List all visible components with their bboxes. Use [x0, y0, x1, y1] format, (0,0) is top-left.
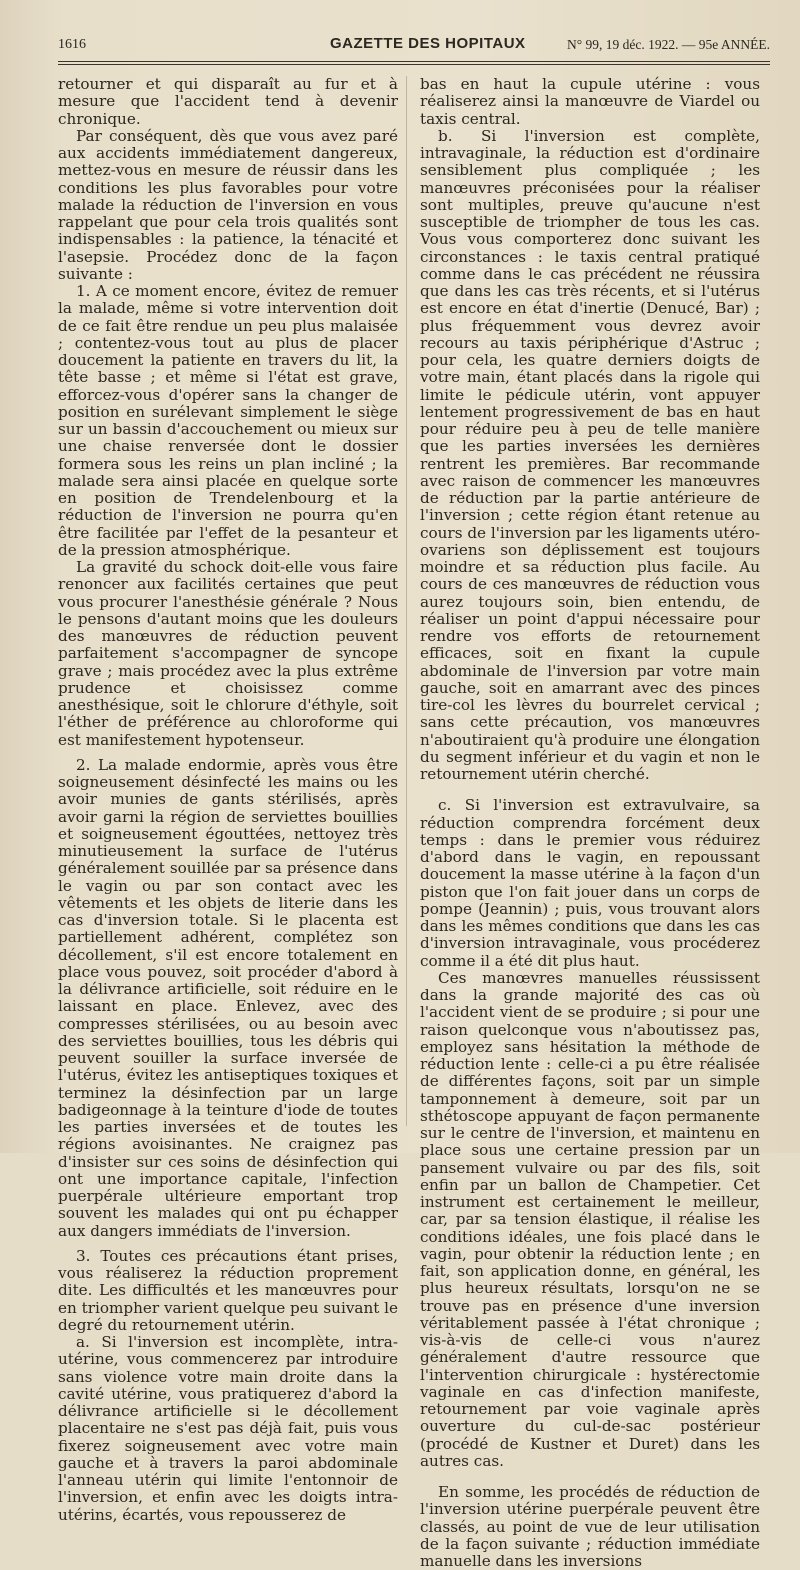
header-rule-bottom: [58, 64, 770, 65]
paragraph: Ces manœvres manuelles réussissent dans la grande majorité des cas où l'accident vient de se produire ; si pour une raison quelconque vous n'aboutissez pas, employez sans hésitation la méthode de réduction lente : celle-ci a pu être réalisée de différentes façons, soit par un simple tamponnement à demeure, soit par un sthétoscope appuyant de façon permanente sur le centre de l'inversion, et maintenu en place sous une certaine pression par un pansement vulvaire ou par des fils, soit enfin par un ballon de Champetier. Cet instrument est certainement le meilleur, car, par sa tension élastique, il réalise les conditions idéales, une fois placé dans le vagin, pour obtenir la réduction lente ; en fait, son application donne, en général, les plus heureux résultats, lorsqu'on ne se trouve pas en présence d'une inversion véritablement passée à l'état chronique ; vis-à-vis de celle-ci vous n'aurez généralement d'autre ressource que l'intervention chirurgicale : hystérectomie vaginale en cas d'infection manifeste, retournement par voie vaginale après ouverture du cul-de-sac postérieur (procédé de Kustner et Duret) dans les autres cas.: [420, 968, 760, 1470]
page-number: 1616: [58, 37, 86, 52]
paragraph: La gravité du schock doit-elle vous faire renoncer aux facilités certaines que peut vous procurer l'anesthésie générale ? Nous le pensons d'autant moins que les douleurs des manœuvres de réduction peuvent parfaitement s'accompagner de syncope grave ; mais procédez avec la plus extrême prudence et choisissez comme anesthésique, soit le chlorure d'éthyle, soit l'éther de préférence au chloroforme qui est manifestement hypotenseur.: [58, 558, 398, 749]
paragraph: 1. A ce moment encore, évitez de remuer la malade, même si votre intervention doit de ce fait être rendue un peu plus malaisée ; contentez-vous tout au plus de placer doucement la patiente en travers du lit, la tête basse ; et même si l'état est grave, efforcez-vous d'opérer sans la changer de position en surélevant simplement le siège sur un bassin d'accouchement ou mieux sur une chaise renversée dont le dossier formera sous les reins un plan incliné ; la malade sera ainsi placée en quelque sorte en position de Trendelenbourg et la réduction de l'inversion ne pourra qu'en être facilitée par l'effet de la pesanteur et de la pression atmosphérique.: [58, 282, 398, 559]
paragraph: En somme, les procédés de réduction de l'inversion utérine puerpérale peuvent être classés, au point de vue de leur utilisation de la façon suivante ; réduction immédiate manuelle dans les inversions: [420, 1483, 760, 1570]
paragraph: 2. La malade endormie, après vous être soigneusement désinfecté les mains ou les avoir munies de gants stérilisés, après avoir garni la région de serviettes bouillies et soigneusement égouttées, nettoyez très minutieusement la surface de l'utérus généralement souillée par sa présence dans le vagin ou par son contact avec les vêtements et les objets de literie dans les cas d'inversion totale. Si le placenta est partiellement adhérent, complétez son décollement, s'il est encore totalement en place vous pouvez, soit procéder d'abord à la délivrance artificielle, soit réduire en le laissant en place. Enlevez, avec des compresses stérilisées, ou au besoin avec des serviettes bouillies, tous les débris qui peuvent souiller la surface inversée de l'utérus, évitez les antiseptiques toxiques et terminez la désinfection par un large badigeonnage à la teinture d'iode de toutes les parties inversées et de toutes les régions avoisinantes. Ne craignez pas d'insister sur ces soins de désinfection qui ont une importance capitale, l'infection puerpérale ultérieure emportant trop souvent les malades qui ont pu échapper aux dangers immédiats de l'inversion.: [58, 755, 398, 1240]
paragraph: c. Si l'inversion est extravulvaire, sa réduction comprendra forcément deux temps : dans le premier vous réduirez d'abord dans le vagin, en repoussant doucement la masse utérine à la façon d'un piston que l'on fait jouer dans un corps de pompe (Jeannin) ; puis, vous trouvant alors dans les mêmes conditions que dans les cas d'inversion intravaginale, vous procéderez comme il a été dit plus haut.: [420, 796, 760, 970]
journal-title: GAZETTE DES HOPITAUX: [330, 35, 526, 52]
paragraph: bas en haut la cupule utérine : vous réaliserez ainsi la manœuvre de Viardel ou taxis central.: [420, 75, 760, 128]
right-column: [420, 76, 760, 1570]
paragraph: a. Si l'inversion est incomplète, intra-utérine, vous commencerez par introduire sans violence votre main droite dans la cavité utérine, vous pratiquerez d'abord la délivrance artificielle si le décollement placentaire ne s'est pas déjà fait, puis vous fixerez soigneusement avec votre main gauche et à travers la paroi abdominale l'anneau utérin qui limite l'entonnoir de l'inversion, et enfin avec les doigts intra-utérins, écartés, vous repousserez de: [58, 1333, 398, 1524]
column-divider: [406, 76, 407, 1126]
page-header: [58, 35, 770, 59]
paragraph: Par conséquent, dès que vous avez paré aux accidents immédiatement dangereux, mettez-vous en mesure de réussir dans les conditions les plus favorables pour votre malade la réduction de l'inversion en vous rappelant que pour cela trois qualités sont indispensables : la patience, la ténacité et l'asepsie. Procédez donc de la façon suivante :: [58, 126, 398, 283]
header-rule-top: [58, 61, 770, 62]
left-column: [58, 76, 398, 1524]
paragraph: retourner et qui disparaît au fur et à mesure que l'accident tend à devenir chronique.: [58, 75, 398, 128]
paragraph: 3. Toutes ces précautions étant prises, vous réaliserez la réduction proprement dite. Les difficultés et les manœuvres pour en triompher varient quelque peu suivant le degré du retournement utérin.: [58, 1246, 399, 1334]
paragraph: b. Si l'inversion est complète, intravaginale, la réduction est d'ordinaire sensiblement plus compliquée ; les manœuvres préconisées pour la réaliser sont multiples, preuve qu'aucune n'est susceptible de triompher de tous les cas. Vous vous comporterez donc suivant les circonstances : le taxis central pratiqué comme dans le cas précédent ne réussira que dans les cas très récents, et si l'utérus est encore en état d'inertie (Denucé, Bar) ; plus fréquemment vous devrez avoir recours au taxis périphérique d'Astruc ; pour cela, les quatre derniers doigts de votre main, étant placés dans la rigole qui limite le pédicule utérin, vont appuyer lentement progressivement de bas en haut pour réduire peu à peu de telle manière que les parties inversées les dernières rentrent les premières. Bar recommande avec raison de commencer les manœuvres de réduction par la partie antérieure de l'inversion ; cette région étant retenue au cours de l'inversion par les ligaments utéro-ovariens son déplissement est toujours moindre et sa réduction plus facile. Au cours de ces manœuvres de réduction vous aurez toujours soin, bien entendu, de réaliser un point d'appui nécessaire pour rendre vos efforts de retournement efficaces, soit en fixant la cupule abdominale de l'inversion par votre main gauche, soit en amarrant avec des pinces tire-col les lèvres du bourrelet cervical ; sans cette précaution, vos manœuvres n'aboutiraient qu'à produire une élongation du segment inférieur et du vagin et non le retournement utérin cherché.: [420, 126, 760, 783]
issue-info: N° 99, 19 déc. 1922. — 95e ANNÉE.: [567, 37, 770, 52]
